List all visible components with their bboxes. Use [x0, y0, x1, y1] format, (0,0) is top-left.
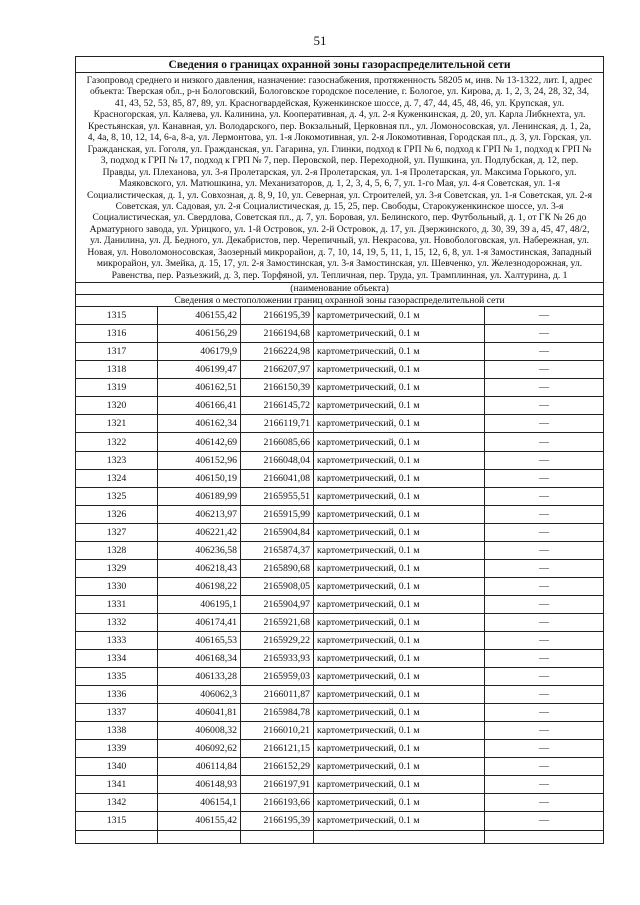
coord-x: 406213,97 [158, 505, 241, 523]
table-row [76, 505, 604, 523]
table-row [76, 559, 604, 577]
determination-method: картометрический, 0.1 м [314, 686, 485, 704]
point-number: 1326 [76, 505, 158, 523]
coord-x: 406062,3 [158, 686, 241, 704]
table-row [76, 487, 604, 505]
coord-x: 406114,84 [158, 758, 241, 776]
dash-cell: — [485, 433, 604, 451]
dash-cell: — [485, 505, 604, 523]
coord-y: 2165915,99 [241, 505, 314, 523]
coord-y: 2166145,72 [241, 397, 314, 415]
coord-y: 2166041,08 [241, 469, 314, 487]
table-row [76, 595, 604, 613]
determination-method: картометрический, 0.1 м [314, 632, 485, 650]
table-row [76, 776, 604, 794]
dash-cell: — [485, 577, 604, 595]
dash-cell: — [485, 343, 604, 361]
determination-method: картометрический, 0.1 м [314, 704, 485, 722]
determination-method: картометрический, 0.1 м [314, 740, 485, 758]
dash-cell: — [485, 650, 604, 668]
coord-y: 2165929,22 [241, 632, 314, 650]
dash-cell: — [485, 686, 604, 704]
point-number: 1318 [76, 361, 158, 379]
determination-method: картометрический, 0.1 м [314, 595, 485, 613]
table-row [76, 361, 604, 379]
coord-x: 406221,42 [158, 523, 241, 541]
dash-cell: — [485, 722, 604, 740]
coord-y: 2165904,84 [241, 523, 314, 541]
point-number: 1333 [76, 632, 158, 650]
coord-x: 406150,19 [158, 469, 241, 487]
coord-y: 2166010,21 [241, 722, 314, 740]
point-number: 1331 [76, 595, 158, 613]
coord-y: 2166121,15 [241, 740, 314, 758]
point-number: 1319 [76, 379, 158, 397]
dash-cell: — [485, 704, 604, 722]
dash-cell: — [485, 668, 604, 686]
coord-x: 406174,41 [158, 613, 241, 631]
page-number: 51 [313, 33, 327, 48]
object-name-caption: (наименование объекта) [76, 283, 604, 295]
coord-x: 406165,53 [158, 632, 241, 650]
point-number: 1322 [76, 433, 158, 451]
dash-cell: — [485, 361, 604, 379]
point-number: 1342 [76, 794, 158, 812]
point-number: 1334 [76, 650, 158, 668]
table-row [76, 686, 604, 704]
dash-cell: — [485, 758, 604, 776]
coord-y: 2165904,97 [241, 595, 314, 613]
empty-row [76, 830, 604, 843]
empty-cell [158, 830, 241, 843]
coord-y: 2166150,39 [241, 379, 314, 397]
coord-x: 406179,9 [158, 343, 241, 361]
dash-cell: — [485, 469, 604, 487]
boundary-table [75, 56, 604, 844]
dash-cell: — [485, 613, 604, 631]
determination-method: картометрический, 0.1 м [314, 776, 485, 794]
coord-y: 2166085,66 [241, 433, 314, 451]
point-number: 1315 [76, 307, 158, 325]
determination-method: картометрический, 0.1 м [314, 415, 485, 433]
table-row [76, 577, 604, 595]
coord-y: 2165955,51 [241, 487, 314, 505]
table-row [76, 722, 604, 740]
point-number: 1320 [76, 397, 158, 415]
table-row [76, 668, 604, 686]
table-row [76, 379, 604, 397]
determination-method: картометрический, 0.1 м [314, 361, 485, 379]
table-row [76, 794, 604, 812]
table-row [76, 325, 604, 343]
coord-x: 406148,93 [158, 776, 241, 794]
determination-method: картометрический, 0.1 м [314, 451, 485, 469]
determination-method: картометрический, 0.1 м [314, 668, 485, 686]
coord-y: 2166194,68 [241, 325, 314, 343]
point-number: 1323 [76, 451, 158, 469]
coord-x: 406218,43 [158, 559, 241, 577]
dash-cell: — [485, 541, 604, 559]
dash-cell: — [485, 307, 604, 325]
table-row [76, 758, 604, 776]
coord-x: 406155,42 [158, 812, 241, 830]
coord-y: 2166048,04 [241, 451, 314, 469]
table-row [76, 812, 604, 830]
point-number: 1339 [76, 740, 158, 758]
point-number: 1327 [76, 523, 158, 541]
coord-x: 406166,41 [158, 397, 241, 415]
dash-cell: — [485, 487, 604, 505]
coord-x: 406041,81 [158, 704, 241, 722]
dash-cell: — [485, 325, 604, 343]
table-title: Сведения о границах охранной зоны газораспределительной сети [76, 57, 604, 73]
point-number: 1340 [76, 758, 158, 776]
coord-x: 406092,62 [158, 740, 241, 758]
coord-x: 406236,58 [158, 541, 241, 559]
table-row [76, 397, 604, 415]
table-row [76, 415, 604, 433]
coord-x: 406195,1 [158, 595, 241, 613]
point-number: 1325 [76, 487, 158, 505]
coord-y: 2166119,71 [241, 415, 314, 433]
empty-cell [485, 830, 604, 843]
dash-cell: — [485, 451, 604, 469]
point-number: 1316 [76, 325, 158, 343]
dash-cell: — [485, 559, 604, 577]
coord-y: 2166195,39 [241, 812, 314, 830]
point-number: 1332 [76, 613, 158, 631]
determination-method: картометрический, 0.1 м [314, 307, 485, 325]
point-number: 1315 [76, 812, 158, 830]
dash-cell: — [485, 415, 604, 433]
point-number: 1336 [76, 686, 158, 704]
determination-method: картометрический, 0.1 м [314, 794, 485, 812]
location-caption: Сведения о местоположении границ охранной зоны газораспределительной сети [76, 295, 604, 307]
determination-method: картометрический, 0.1 м [314, 505, 485, 523]
determination-method: картометрический, 0.1 м [314, 469, 485, 487]
coord-y: 2166193,66 [241, 794, 314, 812]
determination-method: картометрический, 0.1 м [314, 650, 485, 668]
determination-method: картометрический, 0.1 м [314, 343, 485, 361]
coord-y: 2166207,97 [241, 361, 314, 379]
coord-y: 2166197,91 [241, 776, 314, 794]
point-number: 1338 [76, 722, 158, 740]
point-number: 1330 [76, 577, 158, 595]
determination-method: картометрический, 0.1 м [314, 613, 485, 631]
coord-x: 406162,51 [158, 379, 241, 397]
table-row [76, 541, 604, 559]
table-row [76, 650, 604, 668]
table-row [76, 523, 604, 541]
table-row [76, 343, 604, 361]
coord-y: 2165959,03 [241, 668, 314, 686]
coord-y: 2165890,68 [241, 559, 314, 577]
determination-method: картометрический, 0.1 м [314, 487, 485, 505]
dash-cell: — [485, 740, 604, 758]
table-row [76, 740, 604, 758]
coord-x: 406156,29 [158, 325, 241, 343]
point-number: 1321 [76, 415, 158, 433]
determination-method: картометрический, 0.1 м [314, 758, 485, 776]
determination-method: картометрический, 0.1 м [314, 325, 485, 343]
table-row [76, 469, 604, 487]
coord-x: 406152,96 [158, 451, 241, 469]
table-row [76, 451, 604, 469]
dash-cell: — [485, 794, 604, 812]
determination-method: картометрический, 0.1 м [314, 523, 485, 541]
table-row [76, 632, 604, 650]
coord-y: 2166152,29 [241, 758, 314, 776]
empty-cell [314, 830, 485, 843]
table-row [76, 613, 604, 631]
determination-method: картометрический, 0.1 м [314, 577, 485, 595]
empty-cell [76, 830, 158, 843]
point-number: 1328 [76, 541, 158, 559]
table-row [76, 433, 604, 451]
dash-cell: — [485, 812, 604, 830]
dash-cell: — [485, 379, 604, 397]
coord-y: 2165908,05 [241, 577, 314, 595]
determination-method: картометрический, 0.1 м [314, 812, 485, 830]
coord-x: 406162,34 [158, 415, 241, 433]
coord-y: 2165874,37 [241, 541, 314, 559]
coord-y: 2166195,39 [241, 307, 314, 325]
coord-y: 2165921,68 [241, 613, 314, 631]
table-row [76, 704, 604, 722]
coord-x: 406198,22 [158, 577, 241, 595]
point-number: 1317 [76, 343, 158, 361]
point-number: 1335 [76, 668, 158, 686]
dash-cell: — [485, 776, 604, 794]
determination-method: картометрический, 0.1 м [314, 379, 485, 397]
table-row [76, 307, 604, 325]
point-number: 1329 [76, 559, 158, 577]
coord-x: 406168,34 [158, 650, 241, 668]
point-number: 1324 [76, 469, 158, 487]
determination-method: картометрический, 0.1 м [314, 722, 485, 740]
coord-x: 406199,47 [158, 361, 241, 379]
coord-y: 2166224,98 [241, 343, 314, 361]
coord-y: 2166011,87 [241, 686, 314, 704]
empty-cell [241, 830, 314, 843]
object-description: Газопровод среднего и низкого давления, назначение: газоснабжения, протяженность 58205 м, инв. № 13-1322, лит. I, адрес объекта: Тверская обл., р-н Бологовский, Бологовское городское поселение, г. Бологое, ул. Кирова, д. 1, 2, 3, 24, 28, 32, 34, 41, 43, 52, 53, 85, 87, 89, ул. Красногвардейская, Куженкинское шоссе, д. 7, 47, 44, 45, 48, 46, ул. Крупская, ул. Красногорская, ул. Каляева, ул. Калинина, ул. Кооперативная, д. 4, ул. 2-я Куженкинская, д. 20, ул. Карла Либкнехта, ул. Крестьянская, ул. Канавная, ул. Володарского, пер. Вокзальный, Церковная пл., ул. Ломоносовская, ул. Ленинская, д. 1, 2а, 4, 4а, 8, 10, 12, 14, 6-а, 8-а, ул. Лермонтова, ул. 1-я Локомотивная, ул. 2-я Локомотивная, Городская пл., д. 3, ул. Горская, ул. Гражданская, ул. Гоголя, ул. Гражданская, ул. Гагарина, ул. Глинки, подход к ГРП № 6, подход к ГРП № 1, подход к ГРП № 3, подход к ГРП № 17, подход к ГРП № 7, пер. Перовской, пер. Переходной, ул. Пушкина, ул. Подлубская, д. 12, пер. Правды, ул. Плеханова, ул. 3-я Пролетарская, ул. 2-я Пролетарская, ул. 1-я Пролетарская, ул. Максима Горького, ул. Маяковского, ул. Матюшкина, ул. Механизаторов, д. 1, 2, 3, 4, 5, 6, 7, ул. 1-го Мая, ул. 4-я Советская, ул. 1-я Социалистическая, д. 1, ул. Совхозная, д. 8, 9, 10, ул. Северная, ул. Строителей, ул. 3-я Советская, ул. 1-я Советская, ул. 2-я Советская, ул. Садовая, ул. 2-я Социалистическая, д. 15, 25, пер. Свободы, Старокуженкинское шоссе, ул. 3-я Социалистическая, ул. Свердлова, Советская пл., д. 7, ул. Боровая, ул. Белинского, пер. Футбольный, д. 1, от ГК № 26 до Арматурного завода, ул. Урицкого, ул. 1-й Островок, ул. 2-й Островок, д. 17, ул. Дзержинского, д. 30, 39, 39 а, 45, 47, 48/2, ул. Данилина, ул. Д. Бедного, ул. Декабристов, пер. Черепичный, ул. Некрасова, ул. Новобологовская, ул. Набережная, ул. Новая, ул. Новоломоносовская, Заозерный микрорайон, д. 7, 10, 14, 19, 5, 11, 1, 15, 12, 6, 8, ул. 1-я Замостинская, Западный микрорайон, ул. Змейка, д. 15, 17, ул. 2-я Замостинская, ул. 3-я Замостинская, ул. Шевченко, ул. Железнодорожная, ул. Равенства, пер. Разъезжий, д. 3, пер. Торфяной, ул. Тепличная, пер. Труда, ул. Трамплинная, ул. Халтурина, д. 1 [76, 73, 604, 283]
coord-x: 406142,69 [158, 433, 241, 451]
coord-y: 2165933,93 [241, 650, 314, 668]
dash-cell: — [485, 632, 604, 650]
coord-y: 2165984,78 [241, 704, 314, 722]
coord-x: 406154,1 [158, 794, 241, 812]
point-number: 1341 [76, 776, 158, 794]
dash-cell: — [485, 595, 604, 613]
determination-method: картометрический, 0.1 м [314, 433, 485, 451]
determination-method: картометрический, 0.1 м [314, 397, 485, 415]
determination-method: картометрический, 0.1 м [314, 541, 485, 559]
point-number: 1337 [76, 704, 158, 722]
coord-x: 406008,32 [158, 722, 241, 740]
coord-x: 406133,28 [158, 668, 241, 686]
dash-cell: — [485, 523, 604, 541]
dash-cell: — [485, 397, 604, 415]
determination-method: картометрический, 0.1 м [314, 559, 485, 577]
coord-x: 406189,99 [158, 487, 241, 505]
coord-x: 406155,42 [158, 307, 241, 325]
